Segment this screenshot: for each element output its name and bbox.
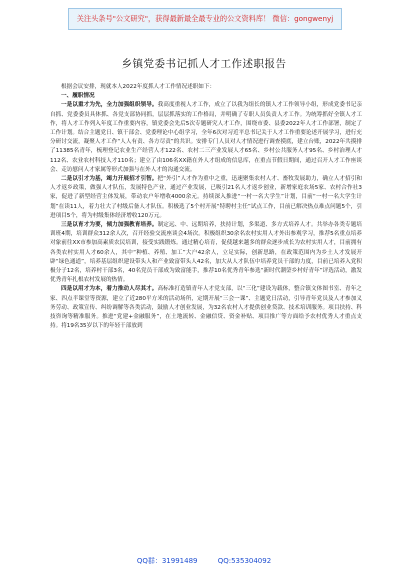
paragraph-text: 高标准打造镇青年人才党支部，以“三化”建设为载体，整合镇文体图书室、青年之家、四点半课堂等资源，建立了近280平方米的活动场所，定期开展“三会一课”、主题党日活动，引导青年党员及人才参加义务劳动、政策宣传、纠纷调解等各类活动，鼓励人才创业发展，为32名农村人才提供创业贷款、技术培训服务。项目扶持、科技咨询等精准服务。推进“党建+金融服务”，在土地流转、金融信贷、资金补贴、项目推广等方面给予农村优秀人才重点支持。将19名35岁以下的年轻干部放到 [50,286,362,330]
intro-paragraph: 根据会议安排，现就本人2022年度抓人才工作情况述职如下： [61,84,216,90]
paragraph-text: 制定远、中、远期培养，扶持计划，多渠道、多方式培养人才。共举办各类专题培训班4期，培训群众312余人次，召开经验交流座谈会4场次。积极组织30余名农村实用人才外出参观学习，推荐5名重点培养对象前往XX市参加高素质农民培训，接受实践锻炼。通过精心培育，促使越来越多的群众逐步成长为农村实用人才，目前拥有各类农村实用人才60余人，其中“种植、养殖、加工”大户42余人，立足实际，创新思路，在政策范围内为乡土人才发展开辟“绿色通道”，培养基层组织建设带头人和产业致富带头人42名，加大从人才队伍中培养党员干部的力度，目前已培养入党积极分子12名，培养村干部3名，40名党员干部成为致富能手，推荐10名优秀青年参选“新时代潮蓥乡村好青年”评选活动，激发优秀青年扎根农村发展的热情。 [50,222,362,284]
body-paragraph [50,285,362,331]
paragraph-text: 把“外引”人才作为重中之重，迅速聚集农村人才、畜牧发展助力，确立人才招引和人才返乡政策，做强人才队伍，发展特色产业，通过产业发展，已吸引21名人才返乡创业，新增家庭农场5家、农村合作社3家，促进了新型经营主体发展，带动农户年增收4000余元。持续深入推进“一村一名大学生”计划，目前“一村一名大学生计划”在读11人，着力壮大了村级后备人才队伍。积极选了5个村开展“特聘村主任”试点工作，目前已解决热点难点问题5个，引进项目5个，将为村级集体经济增收120万元。 [50,176,362,219]
body-paragraph [50,221,362,285]
paragraph-text: 我高度重视人才工作，成立了以我为组长的镇人才工作领导小组，形成党委书记亲自抓、党委委员具体抓、各党支部协同抓，层层抓落实的工作格局，并明确了专职人员负责人才工作。为统筹抓好全镇人才工作，将人才工作列入年度工作重要内容，镇党委会先后5次专题研究人才工作，围绕市委、县委2022年人才工作部署，制定了工作计划。结合主题党日、镇干部会、党委理论中心组学习，全年6次对习近平总书记关于人才工作重要论述开展学习，进行充分研讨交流，凝聚人才工作“人人有责、各方尽责”的共识。安排专门人员对人才情况进行调查摸底，建立台账，2022年共摸排了11385名青年，梳理登记农业生产经营人才122名、农村二三产业发展人才65名、乡村公共服务人才95名、乡村治理人才112名、农业农村科技人才110名；建立了由106名XX籍在外人才组成的信息库，在重点节假日期间，通过召开人才工作座谈会、走访慰问人才家属等形式加强与在外人才的沟通交流。 [50,102,362,173]
document-body [50,83,362,331]
promo-banner: 关注头条号"公文研究"，获得最新最全最专业的公文资料库！ 微信：gongwenyj [68,8,342,30]
page-title: 乡镇党委书记抓人才工作述职报告 [121,58,287,70]
paragraph-lead: 一是以重才为先，全力加强组织领导。 [61,102,158,109]
body-paragraph [50,101,362,175]
contact-footer: QQ群：31991489 QQ:535304092 [136,557,272,565]
body-paragraph [50,175,362,221]
paragraph-lead: 二是以引才为基，竭力开展招才引智。 [61,176,158,183]
paragraph-lead: 四是以用才为本，着力推动人尽其才。 [61,286,158,293]
section-heading: 一、履职情况 [61,93,95,100]
paragraph-lead: 三是以育才为要，倾力加强教育培养。 [61,222,158,229]
